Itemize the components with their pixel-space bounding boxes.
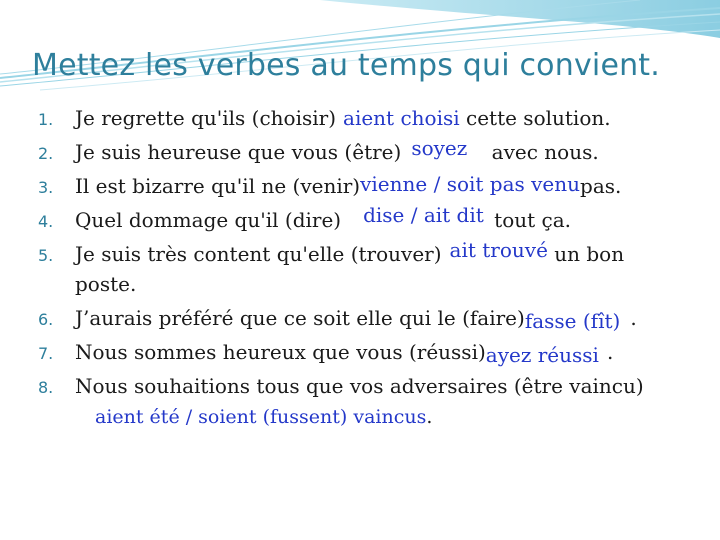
list-item [0,306,720,340]
list-item [0,238,720,276]
item-prompt: Quel dommage qu'il (dire) [75,208,342,232]
item-number: 1. [38,110,54,129]
list-item-continuation [0,272,720,306]
item-end: cette solution. [459,106,611,130]
item-prompt: Nous sommes heureux que vous (réussi) [75,340,486,364]
item-end: . [630,306,637,330]
item-prompt: J’aurais préféré que ce soit elle qui le (faire) [75,306,525,330]
list-item [0,340,720,374]
item-prompt: Je suis heureuse que vous (être) [75,140,402,164]
item-prompt: Il est bizarre qu'il ne (venir) [75,174,361,198]
item-end: . [426,406,433,428]
item-end: . [606,340,614,364]
item-end: un bon [547,242,625,266]
item-end: tout ça. [487,208,571,232]
list-item [0,203,720,242]
item-answer: soyez [411,136,468,160]
item-answer: dise / ait dit [363,203,484,227]
item-number: 4. [38,212,54,231]
item-answer: ait trouvé [449,238,548,262]
item-end: avec nous. [485,140,599,164]
slide-title: Mettez les verbes au temps qui convient. [32,48,661,83]
list-item [0,174,720,208]
list-item [0,136,720,174]
item-answer: aient été / soient (fussent) vaincus [95,406,427,428]
list-item-answer-line [0,406,720,440]
item-prompt: Je suis très content qu'elle (trouver) [75,242,442,266]
item-end: pas. [580,174,622,198]
item-continuation: poste. [75,272,137,296]
item-number: 7. [38,344,54,363]
item-number: 8. [38,378,54,397]
item-number: 6. [38,310,54,329]
item-number: 5. [38,246,54,265]
item-answer: aient choisi [343,106,460,130]
item-number: 2. [38,144,54,163]
item-answer: fasse (fît) [524,309,621,333]
item-prompt: Nous souhaitions tous que vos adversaires (être vaincu) [75,374,644,398]
list-item [0,374,720,408]
list-item [0,106,720,140]
item-number: 3. [38,178,54,197]
item-answer: vienne / soit pas venu [360,172,581,196]
item-answer: ayez réussi [485,343,599,367]
item-prompt: Je regrette qu'ils (choisir) [75,106,337,130]
